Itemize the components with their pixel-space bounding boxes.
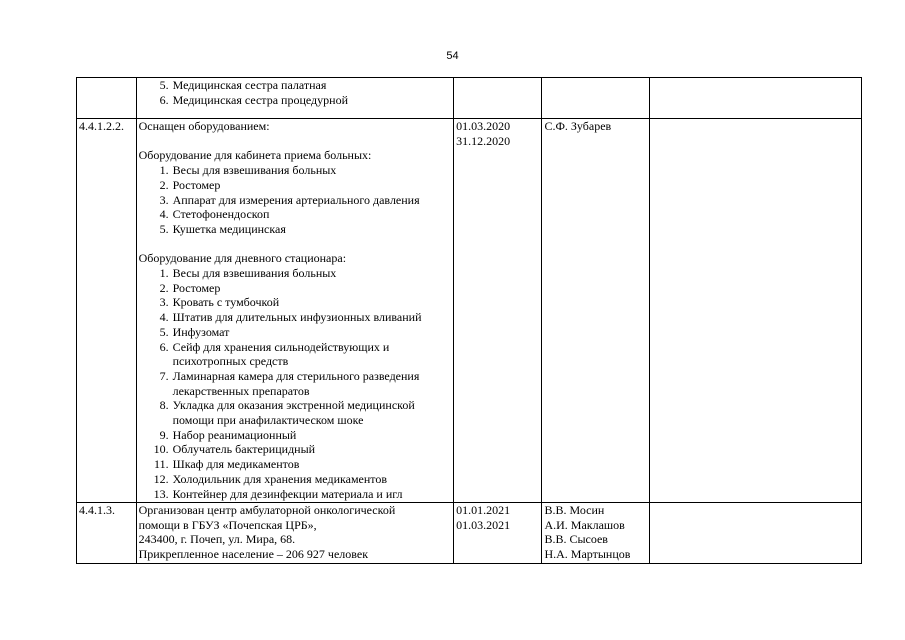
row-notes: [650, 119, 862, 503]
plan-table: [76, 77, 862, 564]
list-item: 8. Укладка для оказания экстренной медицинской помощи при анафилактическом шоке: [159, 398, 415, 428]
list-item: 7. Ламинарная камера для стерильного разведения лекарственных препаратов: [159, 368, 420, 398]
list-item: 2. Ростомер: [159, 280, 221, 295]
group-title: Оборудование для дневного стационара:: [138, 251, 347, 266]
row-content: [136, 503, 453, 564]
list-item: 13. Контейнер для дезинфекции материала и игл: [153, 486, 403, 501]
list-item: 1. Весы для взвешивания больных: [159, 163, 337, 178]
table-row: [77, 503, 862, 564]
row-content: [136, 119, 453, 503]
table-row: [77, 119, 862, 503]
responsible-person: Н.А. Мартынцов: [544, 547, 631, 562]
row-persons: [542, 503, 650, 564]
row-code: 4.4.1.2.2.: [77, 119, 137, 503]
responsible-person: С.Ф. Зубарев: [544, 119, 612, 133]
start-date: 01.03.2020: [456, 119, 511, 133]
list-item: 11. Шкаф для медикаментов: [154, 457, 300, 472]
start-date: 01.01.2021: [456, 503, 511, 517]
row-dates: [454, 119, 542, 503]
content-line: 243400, г. Почеп, ул. Мира, 68.: [138, 532, 296, 547]
list-item: 10. Облучатель бактерицидный: [153, 442, 316, 457]
page-number: 54: [446, 50, 459, 62]
row-code: 4.4.1.3.: [77, 503, 137, 564]
content-line: Прикрепленное население – 206 927 человек: [138, 547, 369, 562]
table-row: [77, 78, 862, 119]
list-item: 6. Сейф для хранения сильнодействующих и психотропных средств: [159, 339, 390, 369]
row-persons: [542, 78, 650, 119]
row-content: [136, 78, 453, 119]
list-item: 4. Стетофонендоскоп: [159, 207, 270, 222]
list-item: 12. Холодильник для хранения медикаментов: [153, 471, 388, 486]
list-item: 5. Инфузомат: [159, 324, 230, 339]
responsible-person: В.В. Мосин: [544, 503, 605, 517]
end-date: 01.03.2021: [456, 517, 511, 532]
content-line: помощи в ГБУЗ «Почепская ЦРБ»,: [138, 517, 317, 532]
row-heading: Оснащен оборудованием:: [138, 119, 270, 133]
list-item: 2. Ростомер: [159, 177, 221, 192]
row-code: [77, 78, 137, 119]
list-item: 5. Медицинская сестра палатная: [159, 78, 327, 92]
list-item: 1. Весы для взвешивания больных: [159, 266, 337, 280]
content-line: Организован центр амбулаторной онкологической: [138, 503, 396, 517]
row-notes: [650, 78, 862, 119]
list-item: 3. Кровать с тумбочкой: [159, 295, 280, 310]
end-date: 31.12.2020: [456, 133, 511, 148]
list-item: 4. Штатив для длительных инфузионных вливаний: [159, 310, 422, 325]
group-title: Оборудование для кабинета приема больных:: [138, 148, 372, 163]
list-item: 6. Медицинская сестра процедурной: [159, 92, 348, 107]
row-notes: [650, 503, 862, 564]
row-dates: [454, 503, 542, 564]
responsible-person: В.В. Сысоев: [544, 532, 608, 547]
list-item: 3. Аппарат для измерения артериального давления: [159, 192, 420, 207]
responsible-person: А.И. Маклашов: [544, 517, 625, 532]
list-item: 9. Набор реанимационный: [159, 427, 297, 442]
row-dates: [454, 78, 542, 119]
list-item: 5. Кушетка медицинская: [159, 221, 286, 236]
row-persons: [542, 119, 650, 503]
